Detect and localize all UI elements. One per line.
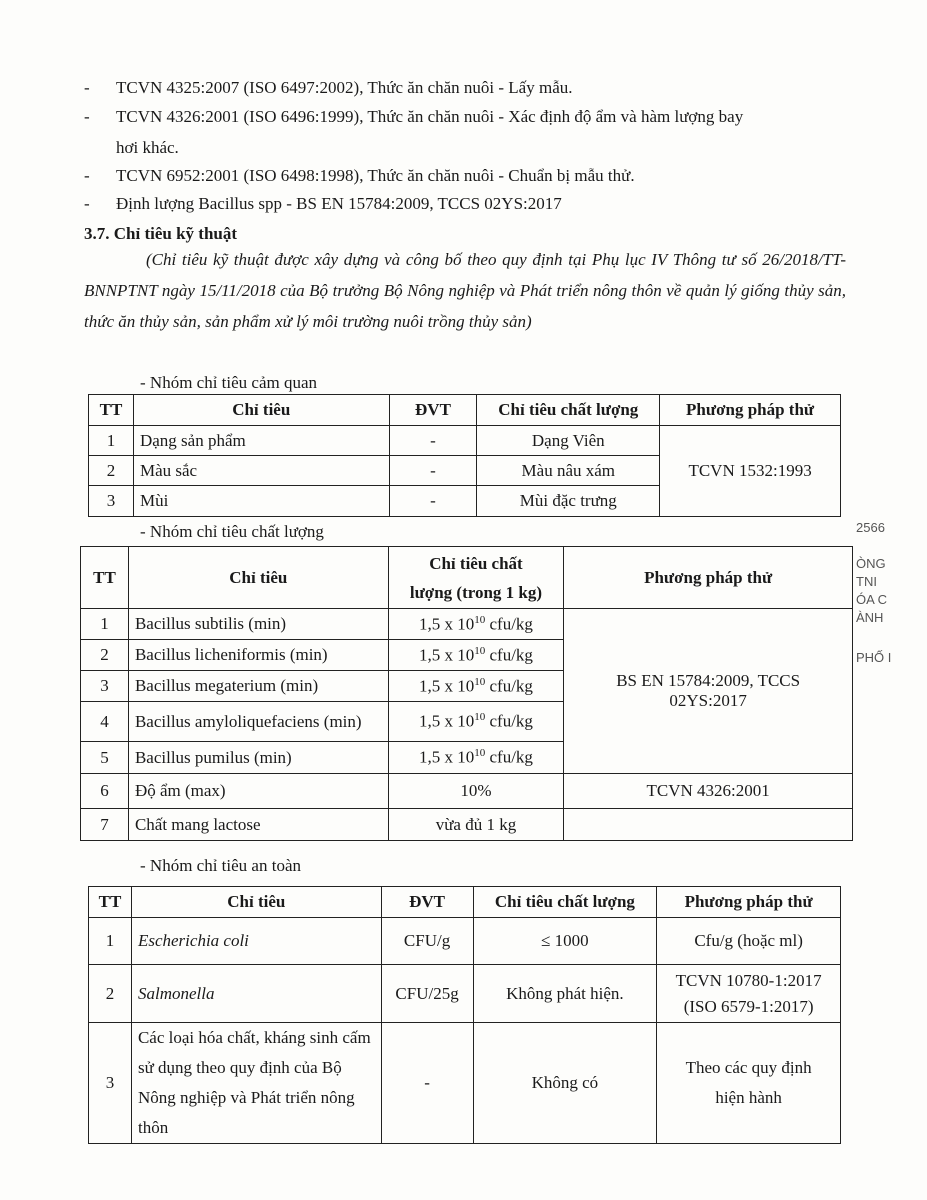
table-row: 2 Salmonella CFU/25g Không phát hiện. TCVN 10780-1:2017 (ISO 6579-1:2017) <box>89 965 841 1023</box>
moisture-method: TCVN 4326:2001 <box>564 774 853 809</box>
intro-paragraph: (Chỉ tiêu kỹ thuật được xây dựng và công bố theo quy định tại Phụ lục IV Thông tư số 26/2018/TT-BNNPTNT ngày 15/11/2018 của Bộ trưởng Bộ Nông nghiệp và Phát triển nông thôn về quản lý giống thủy sản, thức ăn thủy sản, sản phẩm xử lý môi trường nuôi trồng thủy sản) <box>84 250 846 331</box>
header-method: Phương pháp thử <box>660 395 841 426</box>
group-label-quality: - Nhóm chỉ tiêu chất lượng <box>140 522 324 541</box>
header-quality: Chỉ tiêu chất lượng <box>477 395 660 426</box>
table-row: 3 Bacillus megaterium (min) 1,5 x $10^{10}$ cfu/kg <box>81 671 853 702</box>
sensory-method: TCVN 1532:1993 <box>660 426 841 517</box>
sensory-table <box>88 394 841 517</box>
margin-stamp-fragment: ÓA C <box>856 592 888 607</box>
header-criterion: Chỉ tiêu <box>128 547 388 609</box>
table-row: 3 Mùi - Mùi đặc trưng <box>89 486 841 517</box>
group-label-sensory: - Nhóm chỉ tiêu cảm quan <box>140 373 318 392</box>
header-tt: TT <box>81 547 129 609</box>
header-tt: TT <box>89 887 132 918</box>
table-row: 6 Độ ẩm (max) 10% TCVN 4326:2001 <box>81 774 853 809</box>
margin-stamp-fragment: PHỐ I <box>856 650 892 665</box>
header-method: Phương pháp thử <box>657 887 841 918</box>
bacillus-method: BS EN 15784:2009, TCCS 02YS:2017 <box>564 609 853 774</box>
header-criterion: Chỉ tiêu <box>131 887 381 918</box>
standard-item: - TCVN 4326:2001 (ISO 6496:1999), Thức ăn chăn nuôi - Xác định độ ẩm và hàm lượng bay <box>84 107 744 126</box>
table-row: 3 Các loại hóa chất, kháng sinh cấm sử dụng theo quy định của Bộ Nông nghiệp và Phát triển nông thôn - Không có Theo các quy định hiện hành <box>89 1023 841 1144</box>
quality-table <box>80 546 853 841</box>
header-unit: ĐVT <box>389 395 477 426</box>
header-method: Phương pháp thử <box>564 547 853 609</box>
header-criterion: Chỉ tiêu <box>133 395 389 426</box>
table-row: 1 Dạng sản phẩm - Dạng Viên TCVN 1532:1993 <box>89 426 841 456</box>
margin-stamp-fragment: ÒNG <box>856 556 886 571</box>
table-row: 7 Chất mang lactose vừa đủ 1 kg <box>81 809 853 841</box>
safety-table <box>88 886 841 1144</box>
group-label-safety: - Nhóm chỉ tiêu an toàn <box>140 856 301 875</box>
table-row: 1 Bacillus subtilis (min) 1,5 x $10^{10}$ cfu/kg BS EN 15784:2009, TCCS 02YS:2017 <box>81 609 853 640</box>
margin-stamp-fragment: ÀNH <box>856 610 884 625</box>
header-quality: Chỉ tiêu chất lượng <box>473 887 657 918</box>
section-heading: 3.7. Chỉ tiêu kỹ thuật <box>84 224 238 243</box>
standard-item: - TCVN 6952:2001 (ISO 6498:1998), Thức ăn chăn nuôi - Chuẩn bị mẫu thử. <box>84 166 635 185</box>
margin-stamp-fragment: TNI <box>856 574 877 589</box>
standard-item: - TCVN 4325:2007 (ISO 6497:2002), Thức ăn chăn nuôi - Lấy mẫu. <box>84 78 573 97</box>
table-row: 1 Escherichia coli CFU/g ≤ 1000 Cfu/g (hoặc ml) <box>89 918 841 965</box>
table-row: 2 Bacillus licheniformis (min) 1,5 x $10^{10}$ cfu/kg <box>81 640 853 671</box>
margin-stamp-fragment: 2566 <box>856 520 885 535</box>
standard-item: - Định lượng Bacillus spp - BS EN 15784:2009, TCCS 02YS:2017 <box>84 194 562 213</box>
header-quality: Chỉ tiêu chất lượng (trong 1 kg) <box>388 547 564 609</box>
table-row: 5 Bacillus pumilus (min) 1,5 x $10^{10}$ cfu/kg <box>81 742 853 774</box>
header-unit: ĐVT <box>381 887 473 918</box>
table-row: 2 Màu sắc - Màu nâu xám <box>89 456 841 486</box>
header-tt: TT <box>89 395 134 426</box>
table-row: 4 Bacillus amyloliquefaciens (min) 1,5 x $10^{10}$ cfu/kg <box>81 702 853 742</box>
standard-item-continuation: hơi khác. <box>116 138 179 157</box>
